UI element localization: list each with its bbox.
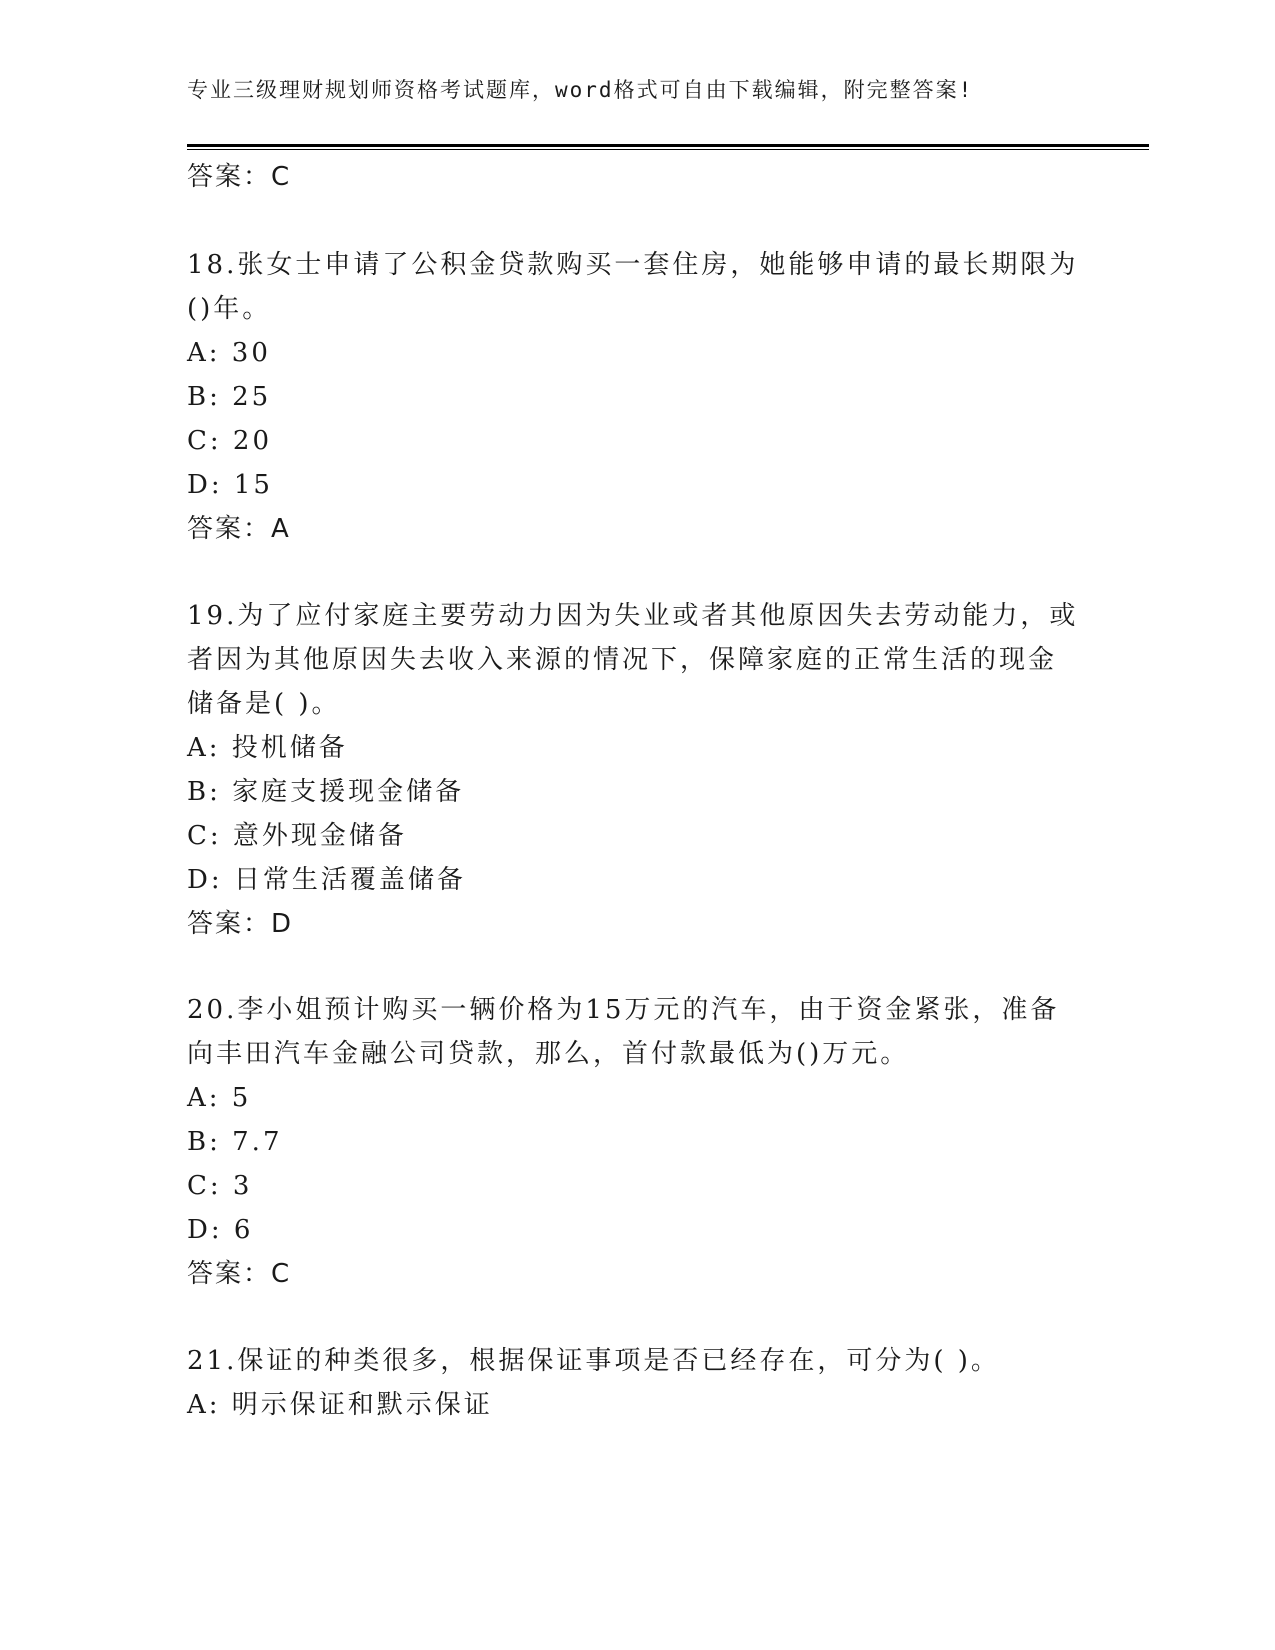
question-19-stem-line-1: 19.为了应付家庭主要劳动力因为失业或者其他原因失去劳动能力，或: [187, 601, 1079, 631]
question-19-stem-line-3: 储备是( )。: [187, 689, 341, 719]
question-18-option-a: A: 30: [187, 338, 271, 368]
question-19-option-d: D: 日常生活覆盖储备: [187, 865, 466, 895]
question-19-stem-line-2: 者因为其他原因失去收入来源的情况下，保障家庭的正常生活的现金: [187, 645, 1058, 675]
question-18-stem-line-2: ()年。: [187, 294, 272, 324]
question-20-option-d: D: 6: [187, 1215, 254, 1245]
question-19-option-c: C: 意外现金储备: [187, 821, 407, 851]
question-18-answer: 答案：A: [187, 514, 291, 544]
question-18-option-d: D: 15: [187, 470, 273, 500]
answer-17: 答案：C: [187, 162, 292, 192]
question-20-stem-line-1: 20.李小姐预计购买一辆价格为15万元的汽车，由于资金紧张，准备: [187, 995, 1060, 1025]
question-18-stem-line-1: 18.张女士申请了公积金贷款购买一套住房，她能够申请的最长期限为: [187, 250, 1079, 280]
question-19-answer: 答案：D: [187, 909, 294, 939]
question-20-answer: 答案：C: [187, 1259, 292, 1289]
question-20-option-b: B: 7.7: [187, 1127, 283, 1157]
question-20-stem-line-2: 向丰田汽车金融公司贷款，那么，首付款最低为()万元。: [187, 1039, 910, 1069]
question-19-option-a: A: 投机储备: [187, 733, 348, 763]
header-rule-thick: [187, 144, 1149, 147]
question-18-option-b: B: 25: [187, 382, 272, 412]
question-19-option-b: B: 家庭支援现金储备: [187, 777, 465, 807]
question-20-option-c: C: 3: [187, 1171, 253, 1201]
question-20-option-a: A: 5: [187, 1083, 252, 1113]
header-rule-thin: [187, 149, 1149, 150]
page-header: 专业三级理财规划师资格考试题库，word格式可自由下载编辑，附完整答案!: [187, 78, 974, 102]
question-18-option-c: C: 20: [187, 426, 273, 456]
question-21-option-a: A: 明示保证和默示保证: [187, 1390, 493, 1420]
question-21-stem-line-1: 21.保证的种类很多，根据保证事项是否已经存在，可分为( )。: [187, 1346, 1000, 1376]
